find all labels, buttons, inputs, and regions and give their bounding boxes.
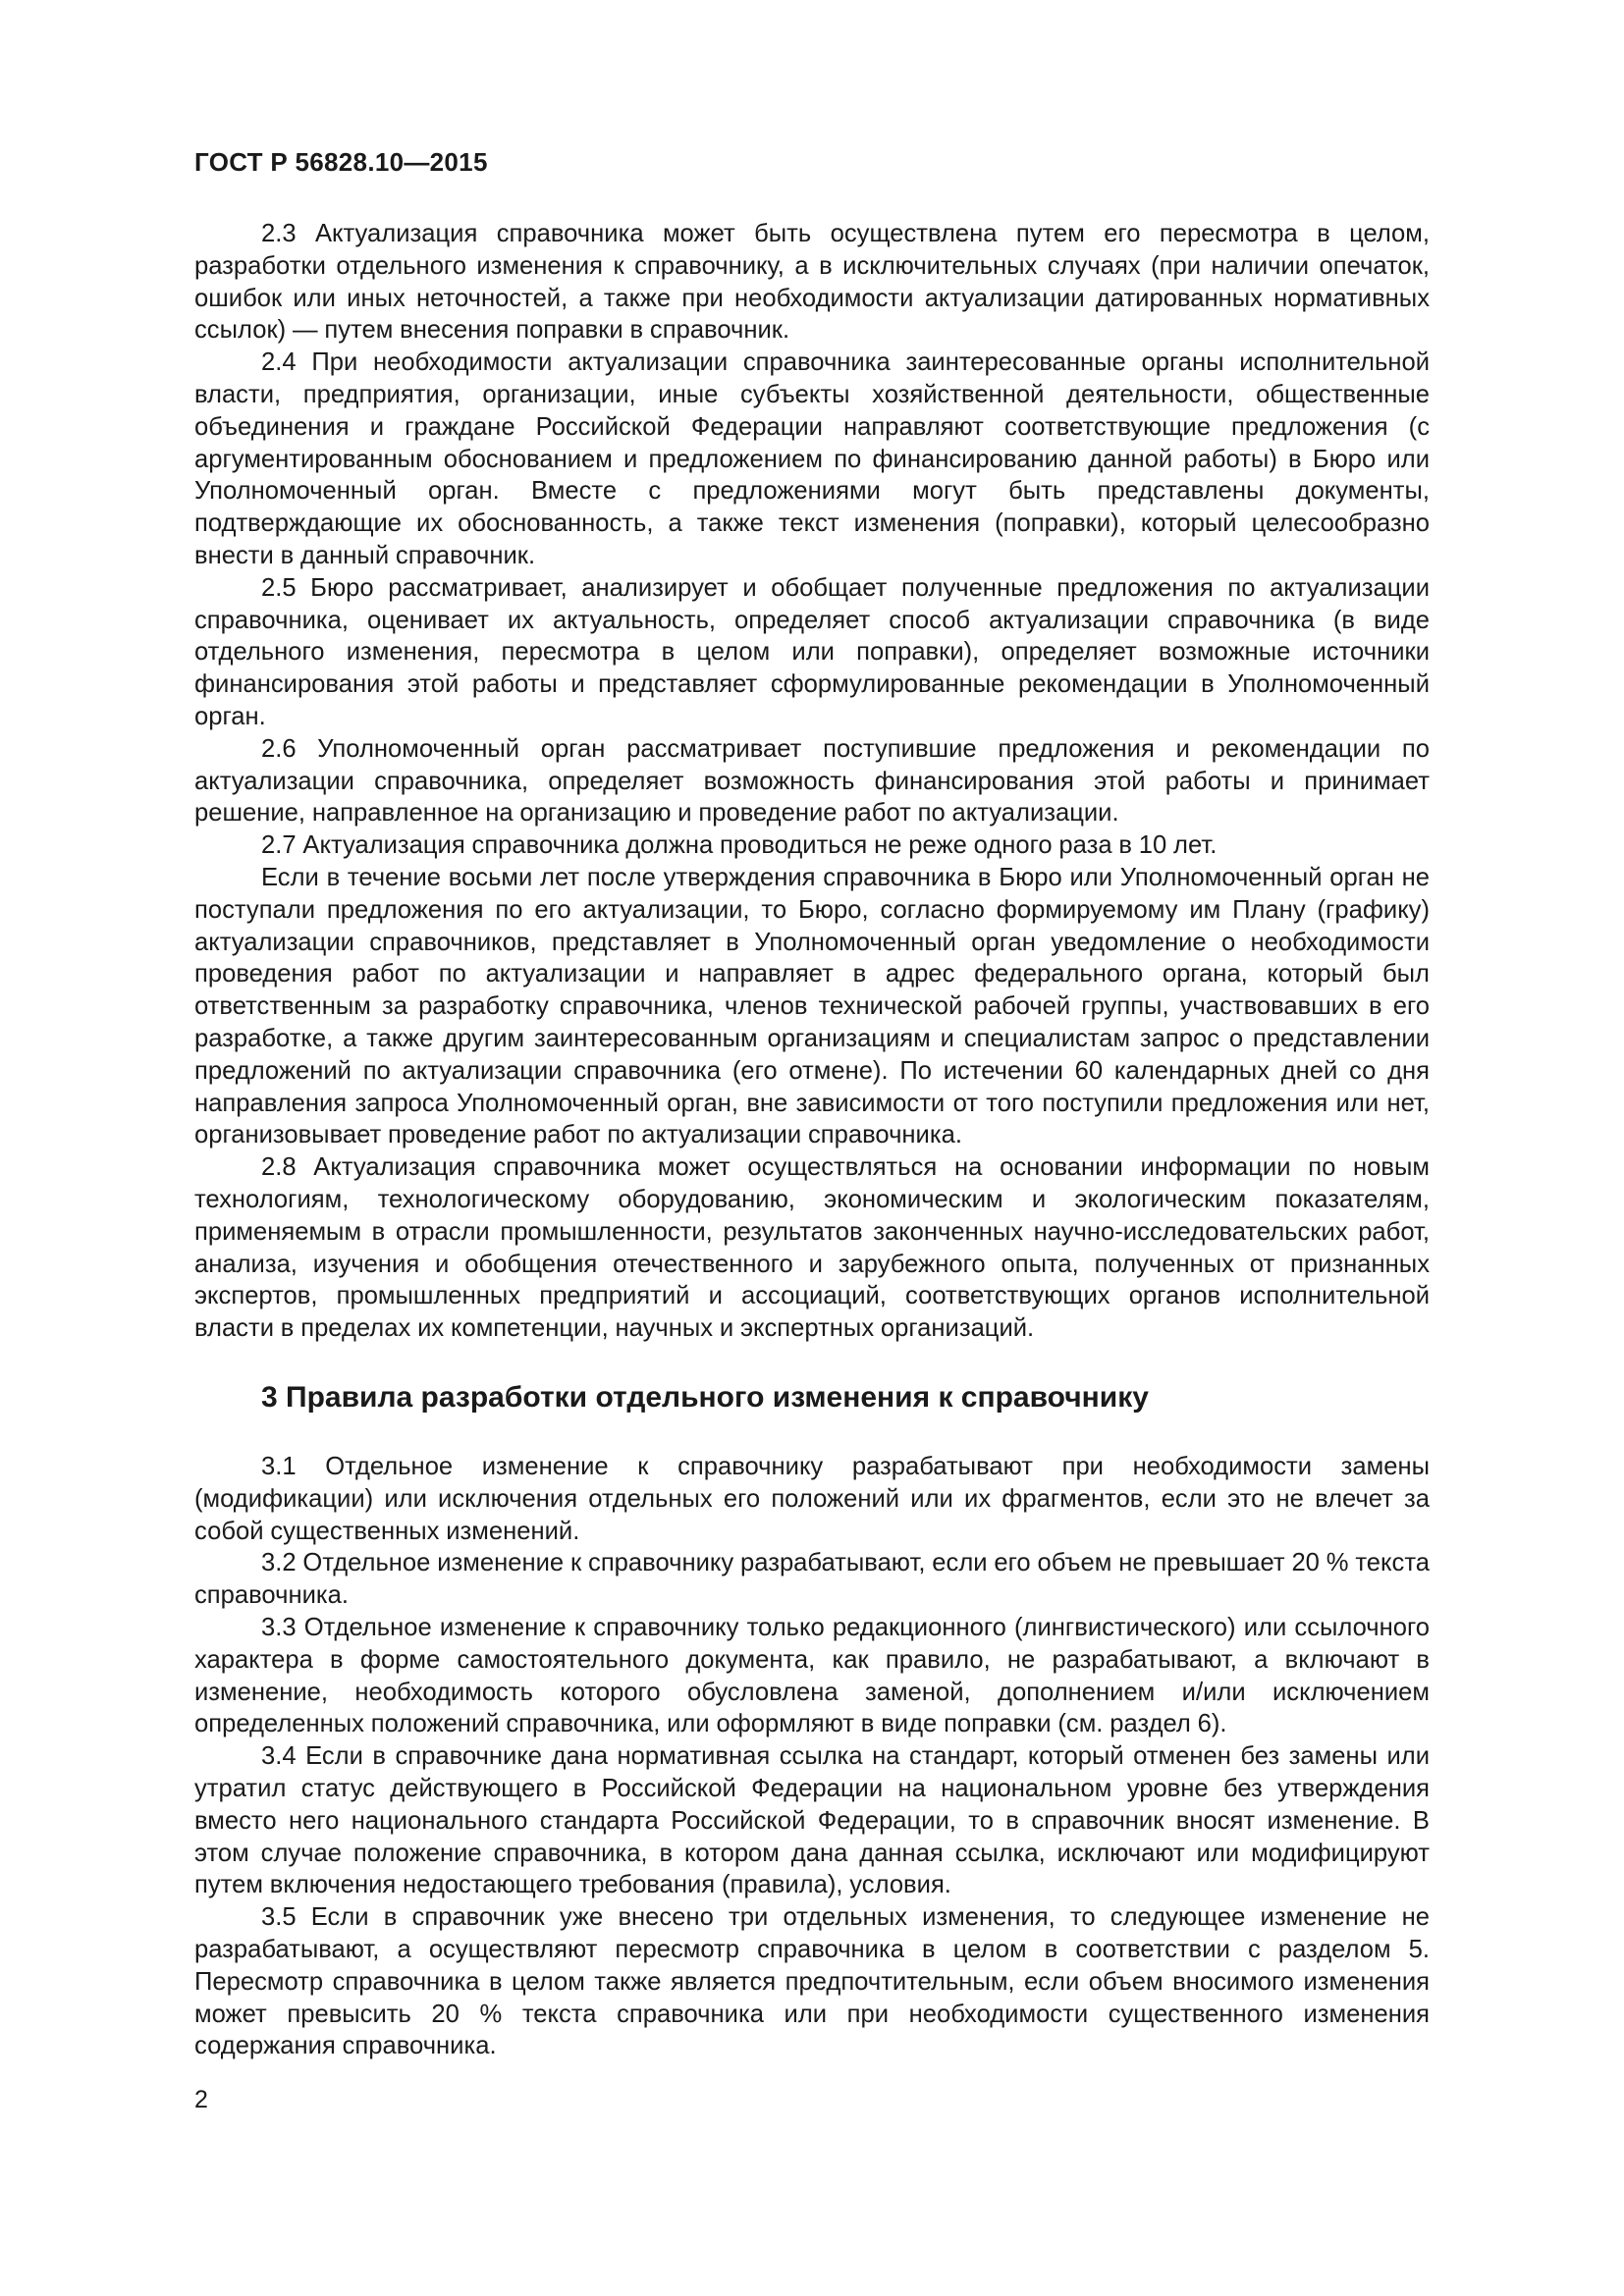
- paragraph-2-5: 2.5 Бюро рассматривает, анализирует и обобщает полученные предложения по актуализации справочника, оценивает их актуальность, определяет способ актуализации справочника (в виде отдельного изменения, пересмотра в целом или поправки), определяет возможные источники финансирования этой работы и представляет сформулированные рекомендации в Уполномоченный орган.: [194, 573, 1430, 730]
- document-code-header: ГОСТ Р 56828.10—2015: [194, 147, 488, 177]
- paragraph-2-7: 2.7 Актуализация справочника должна проводиться не реже одного раза в 10 лет.: [261, 831, 1218, 860]
- section-3-body: [194, 1451, 1430, 2062]
- section-3-heading: 3 Правила разработки отдельного изменения к справочнику: [261, 1381, 1149, 1414]
- paragraph-3-4: 3.4 Если в справочнике дана нормативная ссылка на стандарт, который отменен без замены или утратил статус действующего в Российской Федерации на национальном уровне без утверждения вместо него национального стандарта Российской Федерации, то в справочник вносят изменение. В этом случае положение справочника, в котором дана данная ссылка, исключают или модифицируют путем включения недостающего требования (правила), условия.: [194, 1742, 1430, 1899]
- paragraph-2-4: 2.4 При необходимости актуализации справочника заинтересованные органы исполнительной власти, предприятия, организации, иные субъекты хозяйственной деятельности, общественные объединения и граждане Российской Федерации направляют соответствующие предложения (с аргументированным обоснованием и предложением по финансированию данной работы) в Бюро или Уполномоченный орган. Вместе с предложениями могут быть представлены документы, подтверждающие их обоснованность, а также текст изменения (поправки), который целесообразно внести в данный справочник.: [194, 348, 1430, 569]
- paragraph-3-1: 3.1 Отдельное изменение к справочнику разрабатывают при необходимости замены (модификации) или исключения отдельных его положений или их фрагментов, если это не влечет за собой существенных изменений.: [194, 1453, 1430, 1545]
- section-2-body: [194, 218, 1430, 1345]
- paragraph-3-5: 3.5 Если в справочник уже внесено три отдельных изменения, то следующее изменение не разрабатывают, а осуществляют пересмотр справочника в целом в соответствии с разделом 5. Пересмотр справочника в целом также является предпочтительным, если объем вносимого изменения может превысить 20 % текста справочника или при необходимости существенного изменения содержания справочника.: [194, 1903, 1430, 2060]
- paragraph-2-8: 2.8 Актуализация справочника может осуществляться на основании информации по новым технологиям, технологическому оборудованию, экономическим и экологическим показателям, применяемым в отрасли промышленности, результатов законченных научно-исследовательских работ, анализа, изучения и обобщения отечественного и зарубежного опыта, полученных от признанных экспертов, промышленных предприятий и ассоциаций, соответствующих органов исполнительной власти в пределах их компетенции, научных и экспертных организаций.: [194, 1153, 1430, 1343]
- paragraph-2-3: 2.3 Актуализация справочника может быть осуществлена путем его пересмотра в целом, разработки отдельного изменения к справочнику, а в исключительных случаях (при наличии опечаток, ошибок или иных неточностей, а также при необходимости актуализации датированных нормативных ссылок) — путем внесения поправки в справочник.: [194, 220, 1430, 345]
- paragraph-3-2: 3.2 Отдельное изменение к справочнику разрабатывают, если его объем не превышает 20 % текста справочника.: [194, 1549, 1430, 1610]
- paragraph-3-3: 3.3 Отдельное изменение к справочнику только редакционного (лингвистического) или ссылочного характера в форме самостоятельного документа, как правило, не разрабатывают, а включают в изменение, необходимость которого обусловлена заменой, дополнением и/или исключением определенных положений справочника, или оформляют в виде поправки (см. раздел 6).: [194, 1613, 1430, 1738]
- page-number: 2: [194, 2086, 208, 2113]
- paragraph-2-6: 2.6 Уполномоченный орган рассматривает поступившие предложения и рекомендации по актуализации справочника, определяет возможность финансирования этой работы и принимает решение, направленное на организацию и проведение работ по актуализации.: [194, 734, 1430, 828]
- paragraph-2-7-continued: Если в течение восьми лет после утверждения справочника в Бюро или Уполномоченный орган не поступали предложения по его актуализации, то Бюро, согласно формируемому им Плану (графику) актуализации справочников, представляет в Уполномоченный орган уведомление о необходимости проведения работ по актуализации и направляет в адрес федерального органа, который был ответственным за разработку справочника, членов технической рабочей группы, участвовавших в его разработке, а также другим заинтересованным организациям и специалистам запрос о представлении предложений по актуализации справочника (его отмене). По истечении 60 календарных дней со дня направления запроса Уполномоченный орган, вне зависимости от того поступили предложения или нет, организовывает проведение работ по актуализации справочника.: [194, 863, 1430, 1149]
